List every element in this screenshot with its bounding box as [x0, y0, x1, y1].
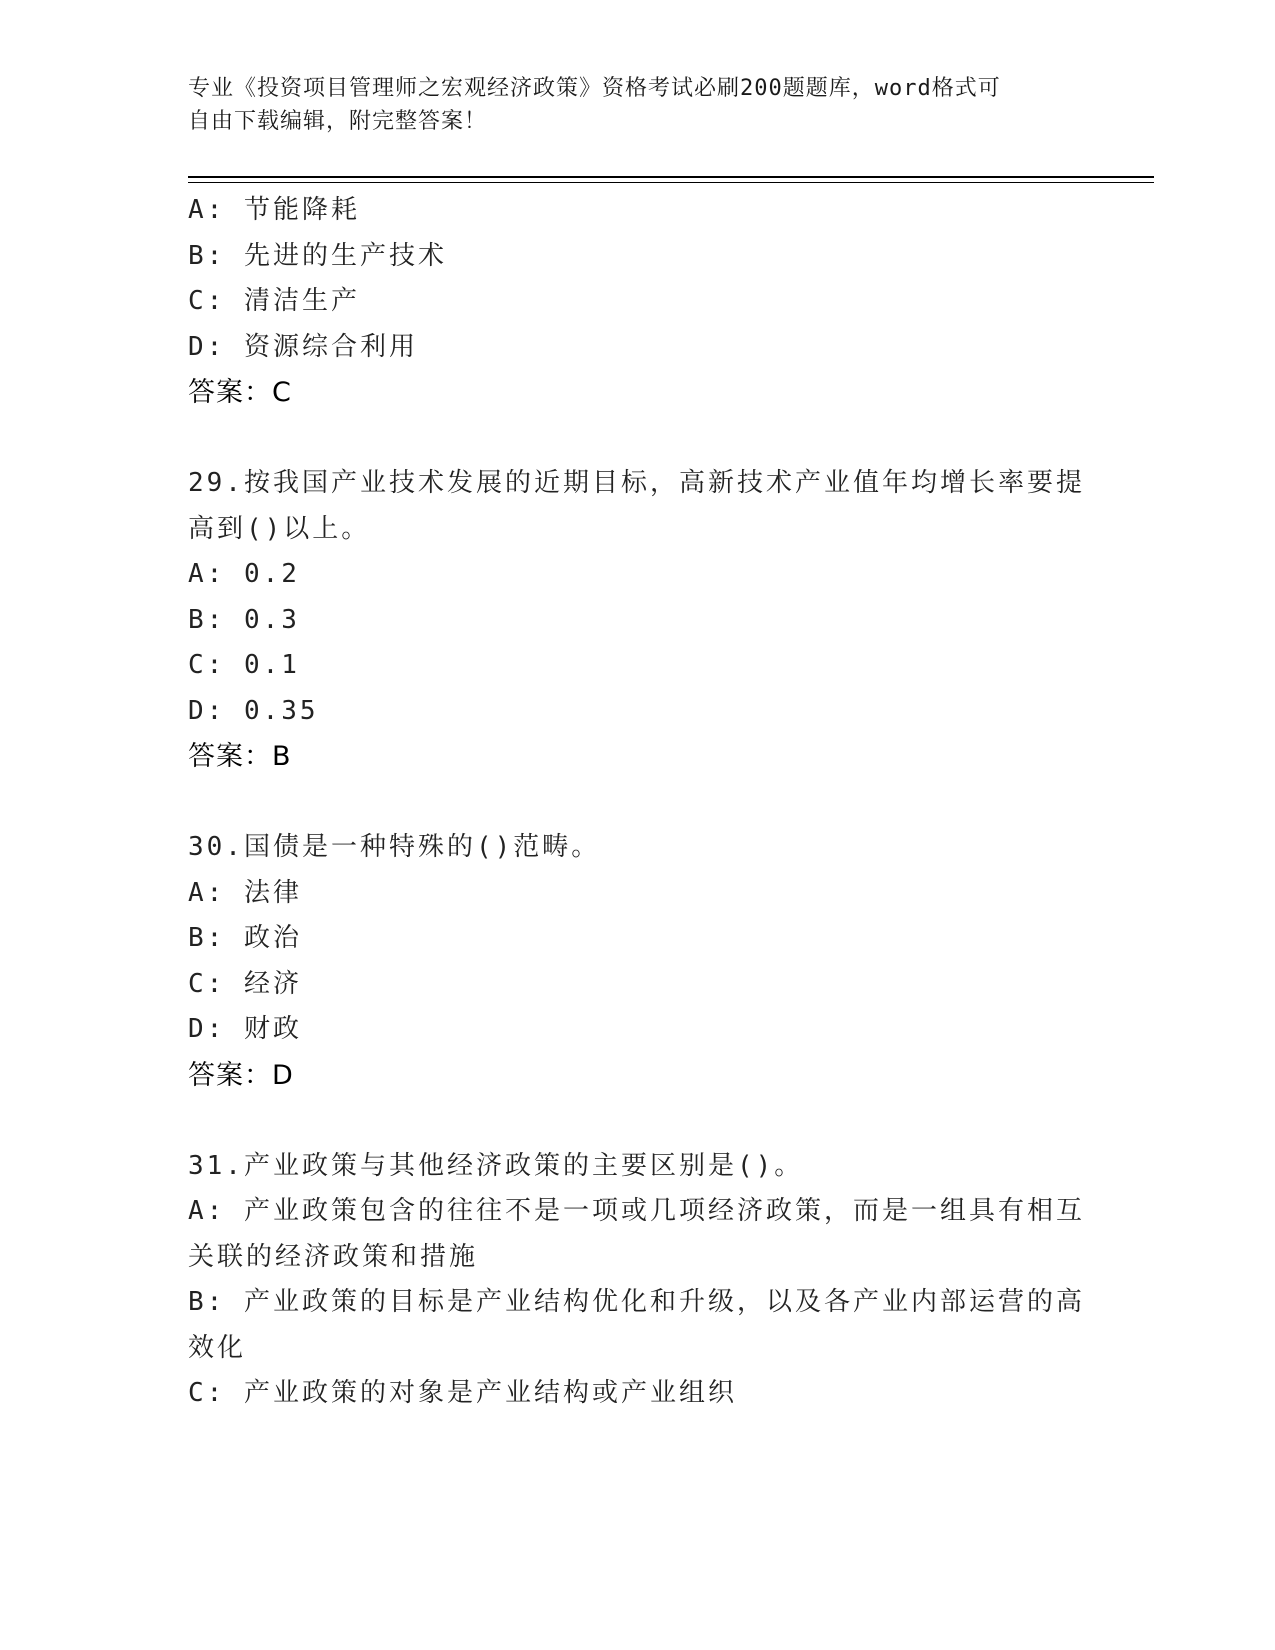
question-block-30 [188, 825, 1088, 1099]
option-c: C: 0.1 [188, 650, 300, 680]
option-a: A: 节能降耗 [188, 195, 360, 225]
header-line-2: 自由下载编辑，附完整答案！ [188, 109, 488, 134]
header-divider-thin [188, 182, 1154, 183]
option-c: C: 经济 [188, 968, 302, 999]
option-b: B: 先进的生产技术 [188, 240, 447, 271]
document-header [188, 72, 1088, 138]
option-b: B: 政治 [188, 923, 302, 953]
option-b-line-1: B: 产业政策的目标是产业结构优化和升级，以及各产业内部运营的高 [188, 1287, 1085, 1317]
option-d: D: 0.35 [188, 695, 319, 726]
option-a-line-2: 关联的经济政策和措施 [188, 1241, 479, 1272]
option-c: C: 产业政策的对象是产业结构或产业组织 [188, 1378, 737, 1408]
question-block-28 [188, 188, 1088, 416]
option-c: C: 清洁生产 [188, 286, 360, 316]
question-content [188, 188, 1088, 1417]
question-text: 30.国债是一种特殊的()范畴。 [188, 832, 601, 862]
option-d: D: 资源综合利用 [188, 331, 418, 362]
option-d: D: 财政 [188, 1014, 302, 1044]
header-line-1: 专业《投资项目管理师之宏观经济政策》资格考试必刷200题题库，word格式可 [188, 76, 1001, 101]
header-divider-thick [188, 176, 1154, 178]
question-block-29 [188, 461, 1088, 780]
option-b-line-2: 效化 [188, 1332, 247, 1363]
option-b: B: 0.3 [188, 604, 300, 635]
question-text-line-1: 29.按我国产业技术发展的近期目标，高新技术产业值年均增长率要提 [188, 468, 1085, 498]
answer-line: 答案：D [188, 1059, 294, 1091]
spacer [188, 780, 1088, 825]
answer-line: 答案：C [188, 377, 292, 408]
option-a: A: 0.2 [188, 559, 300, 589]
spacer [188, 1099, 1088, 1144]
option-a: A: 法律 [188, 877, 302, 908]
option-a-line-1: A: 产业政策包含的往往不是一项或几项经济政策，而是一组具有相互 [188, 1196, 1085, 1226]
question-text: 31.产业政策与其他经济政策的主要区别是()。 [188, 1150, 804, 1181]
answer-line: 答案：B [188, 741, 292, 772]
spacer [188, 416, 1088, 461]
question-block-31 [188, 1144, 1088, 1417]
question-text-line-2: 高到()以上。 [188, 513, 371, 544]
